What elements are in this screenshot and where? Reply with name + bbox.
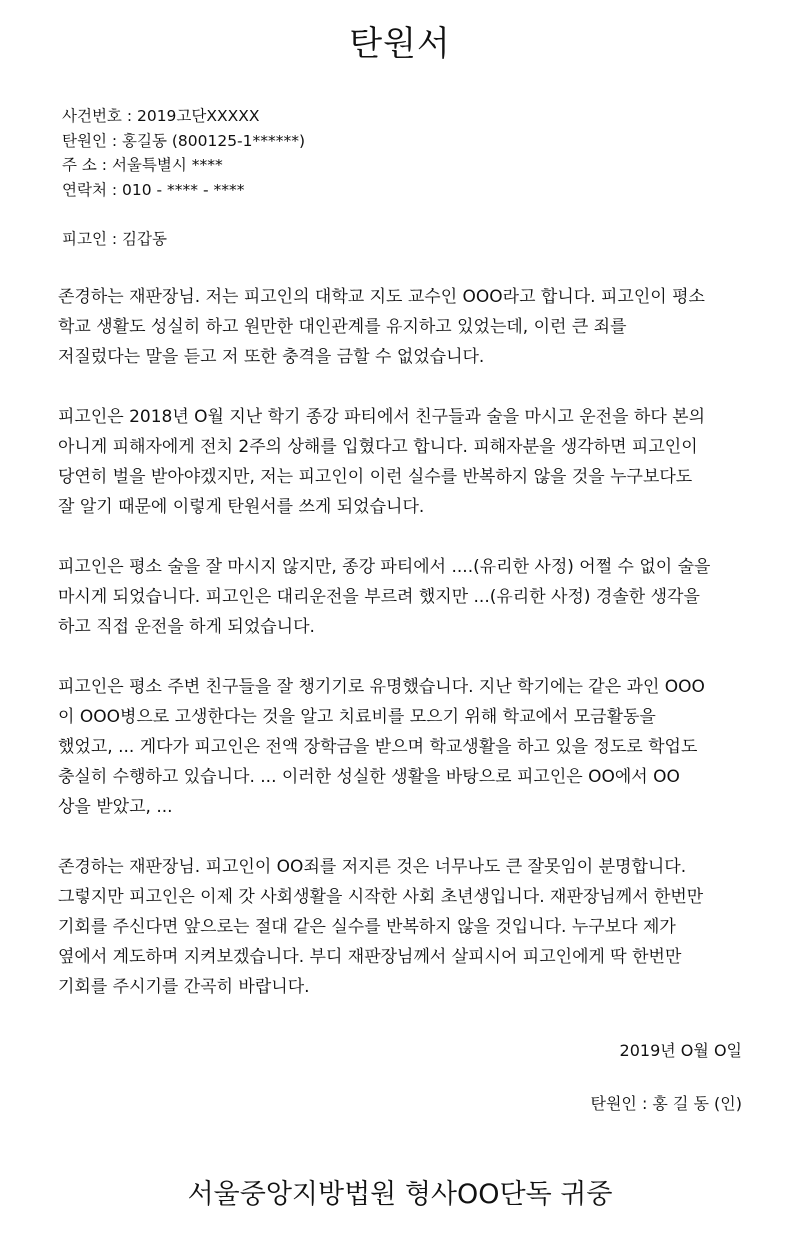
paragraph-line: 아니게 피해자에게 전치 2주의 상해를 입혔다고 합니다. 피해자분을 생각하면 피고인이 bbox=[58, 437, 698, 457]
paragraph bbox=[58, 402, 788, 522]
paragraph-line: 피고인은 평소 술을 잘 마시지 않지만, 종강 파티에서 ....(유리한 사정) 어쩔 수 없이 술을 bbox=[58, 557, 711, 577]
paragraph bbox=[58, 852, 788, 1002]
defendant-info: 피고인 : 김갑동 bbox=[62, 230, 167, 248]
paragraph-line: 피고인은 2018년 O월 지난 학기 종강 파티에서 친구들과 술을 마시고 운전을 하다 본의 bbox=[58, 407, 705, 427]
paragraph-line: 그렇지만 피고인은 이제 갓 사회생활을 시작한 사회 초년생입니다. 재판장님께서 한번만 bbox=[58, 887, 704, 907]
paragraph bbox=[58, 282, 788, 372]
paragraph-line: 저질렀다는 말을 듣고 저 또한 충격을 금할 수 없었습니다. bbox=[58, 347, 485, 367]
petition-date: 2019년 O월 O일 bbox=[619, 1041, 742, 1060]
paragraph-line: 피고인은 평소 주변 친구들을 잘 챙기기로 유명했습니다. 지난 학기에는 같은 과인 OOO bbox=[58, 677, 705, 697]
paragraph-line: 기회를 주신다면 앞으로는 절대 같은 실수를 반복하지 않을 것입니다. 누구보다 제가 bbox=[58, 917, 676, 937]
paragraph-line: 존경하는 재판장님. 피고인이 OO죄를 저지른 것은 너무나도 큰 잘못임이 분명합니다. bbox=[58, 857, 687, 877]
petition-body bbox=[58, 282, 788, 1032]
paragraph-line: 존경하는 재판장님. 저는 피고인의 대학교 지도 교수인 OOO라고 합니다. 피고인이 평소 bbox=[58, 287, 705, 307]
case-number: 사건번호 : 2019고단XXXXX bbox=[62, 107, 260, 125]
petitioner-info: 탄원인 : 홍길동 (800125-1******) bbox=[62, 131, 306, 150]
paragraph-line: 잘 알기 때문에 이렇게 탄원서를 쓰게 되었습니다. bbox=[58, 497, 425, 517]
contact-info: 연락처 : 010 - **** - **** bbox=[62, 180, 245, 199]
paragraph bbox=[58, 552, 788, 642]
paragraph-line: 충실히 수행하고 있습니다. ... 이러한 성실한 생활을 바탕으로 피고인은 OO에서 OO bbox=[58, 767, 680, 787]
paragraph bbox=[58, 672, 788, 822]
document-title: 탄원서 bbox=[349, 24, 451, 64]
paragraph-line: 옆에서 계도하며 지켜보겠습니다. 부디 재판장님께서 살피시어 피고인에게 딱 한번만 bbox=[58, 947, 682, 967]
paragraph-line: 기회를 주시기를 간곡히 바랍니다. bbox=[58, 977, 310, 997]
petitioner-signature: 탄원인 : 홍 길 동 (인) bbox=[590, 1094, 742, 1113]
court-addressee: 서울중앙지방법원 형사OO단독 귀중 bbox=[187, 1179, 613, 1210]
paragraph-line: 학교 생활도 성실히 하고 원만한 대인관계를 유지하고 있었는데, 이런 큰 죄를 bbox=[58, 317, 627, 337]
paragraph-line: 했었고, ... 게다가 피고인은 전액 장학금을 받으며 학교생활을 하고 있을 정도로 학업도 bbox=[58, 737, 698, 757]
paragraph-line: 당연히 벌을 받아야겠지만, 저는 피고인이 이런 실수를 반복하지 않을 것을 누구보다도 bbox=[58, 467, 693, 487]
paragraph-line: 이 OOO병으로 고생한다는 것을 알고 치료비를 모으기 위해 학교에서 모금활동을 bbox=[58, 707, 656, 727]
address-info: 주 소 : 서울특별시 **** bbox=[62, 156, 223, 174]
paragraph-line: 하고 직접 운전을 하게 되었습니다. bbox=[58, 617, 315, 637]
case-info-block bbox=[62, 104, 305, 202]
paragraph-line: 마시게 되었습니다. 피고인은 대리운전을 부르려 했지만 ...(유리한 사정) 경솔한 생각을 bbox=[58, 587, 700, 607]
paragraph-line: 상을 받았고, ... bbox=[58, 797, 173, 817]
